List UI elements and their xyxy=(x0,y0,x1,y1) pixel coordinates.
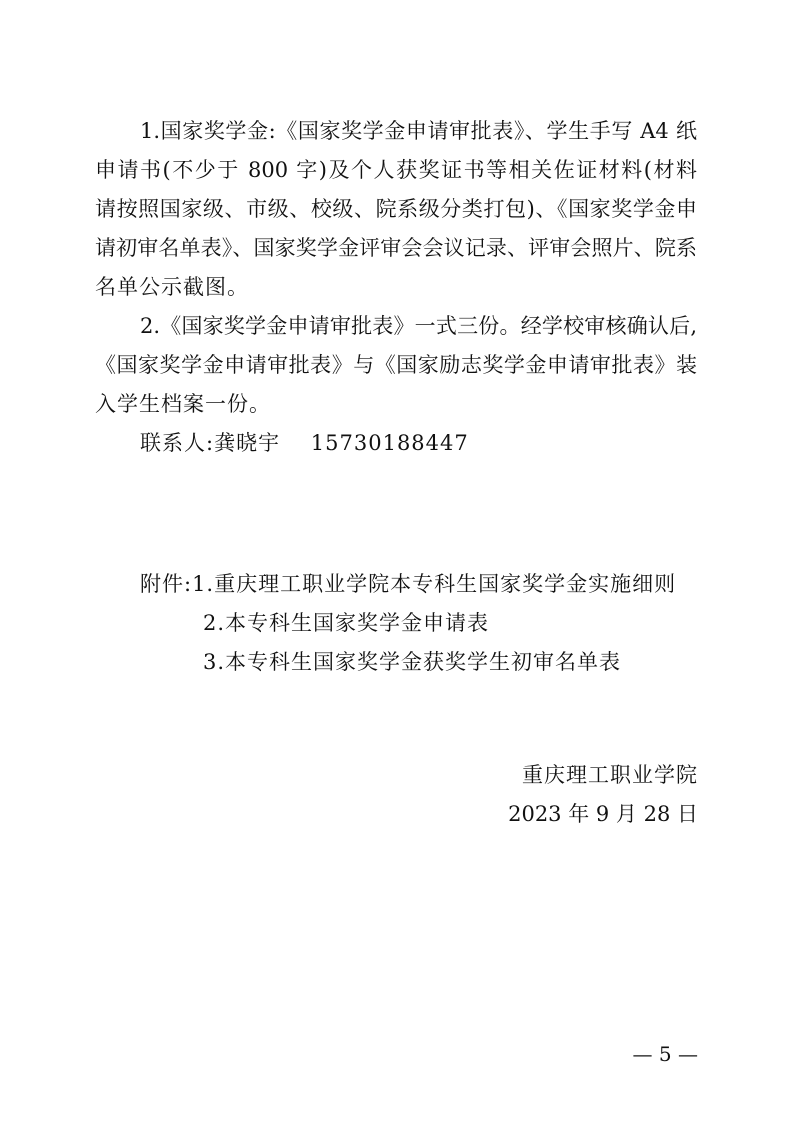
paragraph-1-line-5: 名单公示截图。 xyxy=(95,275,249,299)
signature-date: 2023 年 9 月 28 日 xyxy=(508,802,698,826)
signature-organization: 重庆理工职业学院 xyxy=(522,763,698,787)
paragraph-1-line-3: 请按照国家级、市级、校级、院系级分类打包)、《国家奖学金申 xyxy=(95,197,697,221)
paragraph-1-line-4: 请初审名单表》、国家奖学金评审会会议记录、评审会照片、院系 xyxy=(95,236,697,260)
paragraph-1-line-2: 申请书(不少于 800 字)及个人获奖证书等相关佐证材料(材料 xyxy=(95,158,697,182)
paragraph-1-line-1: 1.国家奖学金:《国家奖学金申请审批表》、学生手写 A4 纸 xyxy=(140,119,697,143)
attachment-item-1: 附件:1.重庆理工职业学院本专科生国家奖学金实施细则 xyxy=(140,572,677,596)
attachment-item-2: 2.本专科生国家奖学金申请表 xyxy=(203,611,490,635)
attachment-item-3: 3.本专科生国家奖学金获奖学生初审名单表 xyxy=(203,650,622,674)
paragraph-2-line-1: 2.《国家奖学金申请审批表》一式三份。经学校审核确认后, xyxy=(140,314,697,338)
paragraph-2-line-3: 入学生档案一份。 xyxy=(95,392,271,416)
page-number: — 5 — xyxy=(632,1042,698,1066)
contact-line: 联系人:龚晓宇 15730188447 xyxy=(140,431,469,455)
paragraph-2-line-2: 《国家奖学金申请审批表》与《国家励志奖学金申请审批表》装 xyxy=(95,353,697,377)
